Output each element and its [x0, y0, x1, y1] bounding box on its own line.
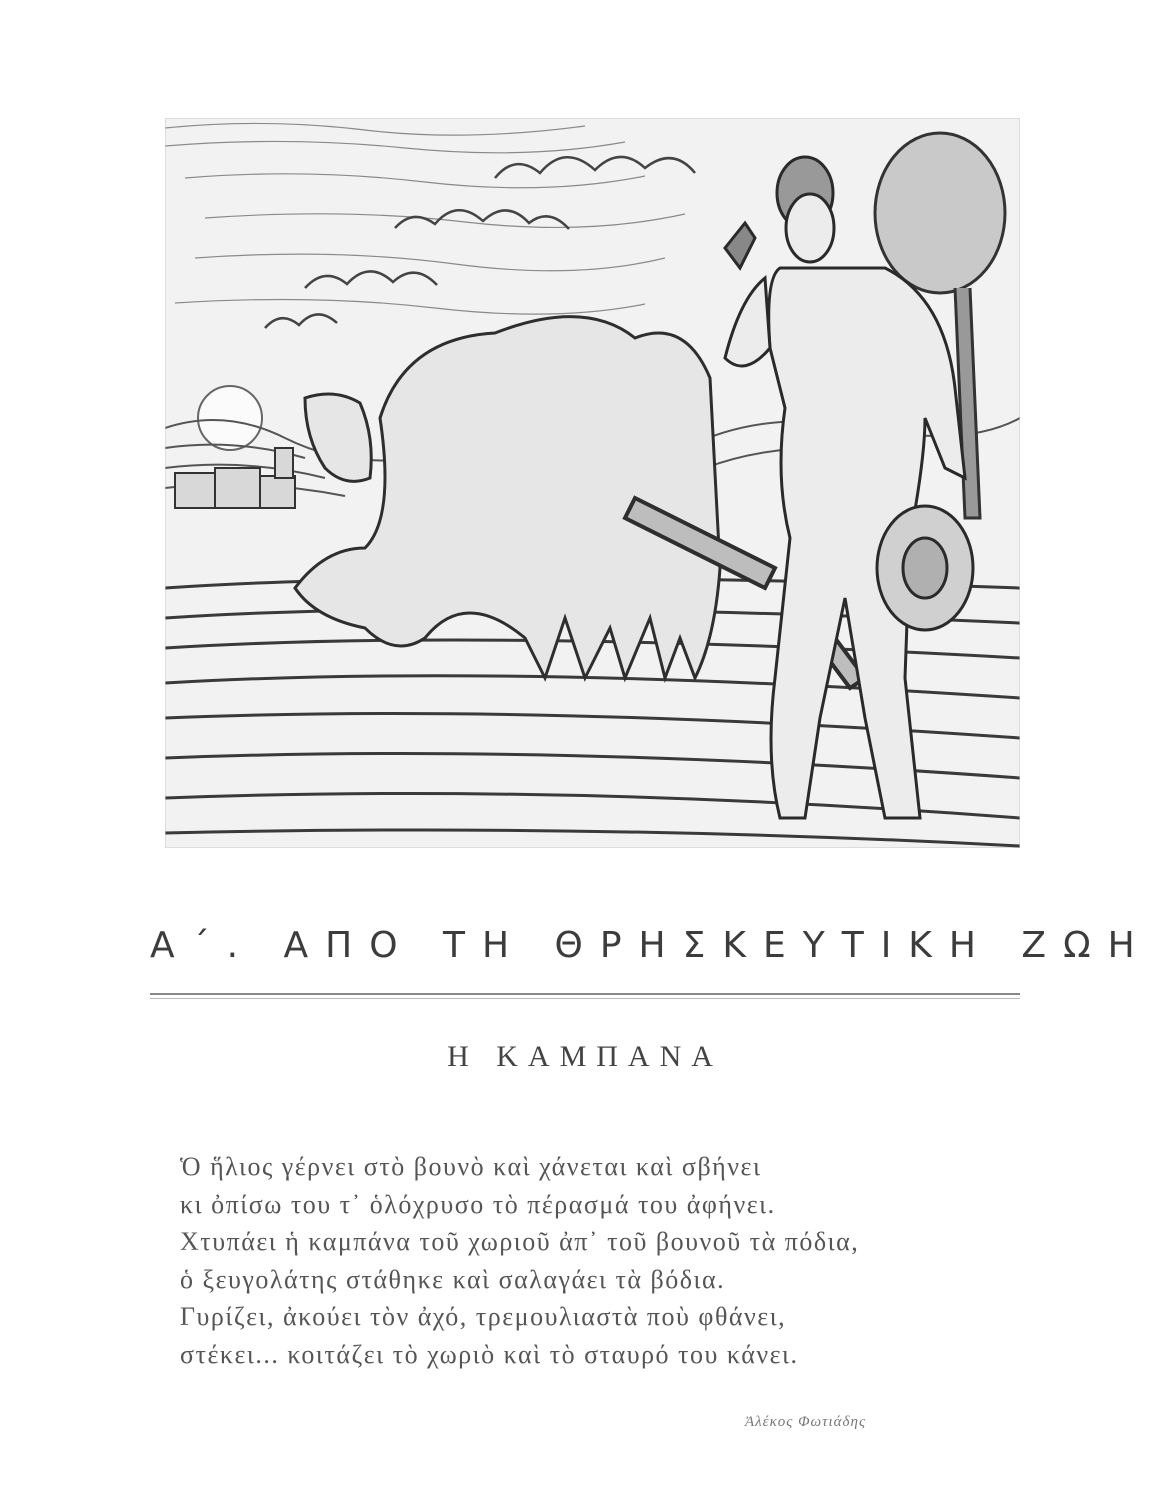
- poem-line: ὁ ξευγολάτης στάθηκε καὶ σαλαγάει τὰ βόδια.: [180, 1264, 726, 1294]
- poem-body: [180, 1148, 1020, 1373]
- poem-line: Ὁ ἥλιος γέρνει στὸ βουνὸ καὶ χάνεται καὶ σβήνει: [180, 1152, 762, 1181]
- poem-title: Η ΚΑΜΠΑΝΑ: [447, 1040, 723, 1073]
- poem-line: Γυρίζει, ἀκούει τὸν ἀχό, τρεμουλιαστὰ ποὺ φθάνει,: [180, 1302, 787, 1331]
- sun-icon: [198, 386, 262, 450]
- heading-divider-thin: [150, 998, 1020, 999]
- heading-divider: [150, 993, 1020, 995]
- poem-line: στέκει... κοιτάζει τὸ χωριὸ καὶ τὸ σταυρό του κάνει.: [180, 1339, 799, 1369]
- section-heading: Α΄. ΑΠΟ ΤΗ ΘΡΗΣΚΕΥΤΙΚΗ ΖΩΗ: [150, 925, 1152, 966]
- poem-line: Χτυπάει ἡ καμπάνα τοῦ χωριοῦ ἀπ᾿ τοῦ βουνοῦ τὰ πόδια,: [180, 1227, 860, 1256]
- poem-author: Ἀλέκος Φωτιάδης: [745, 1414, 867, 1430]
- woodcut-illustration: [165, 118, 1020, 848]
- poem-line: κι ὀπίσω του τ᾿ ὁλόχρυσο τὸ πέρασμά του ἀφήνει.: [180, 1189, 776, 1219]
